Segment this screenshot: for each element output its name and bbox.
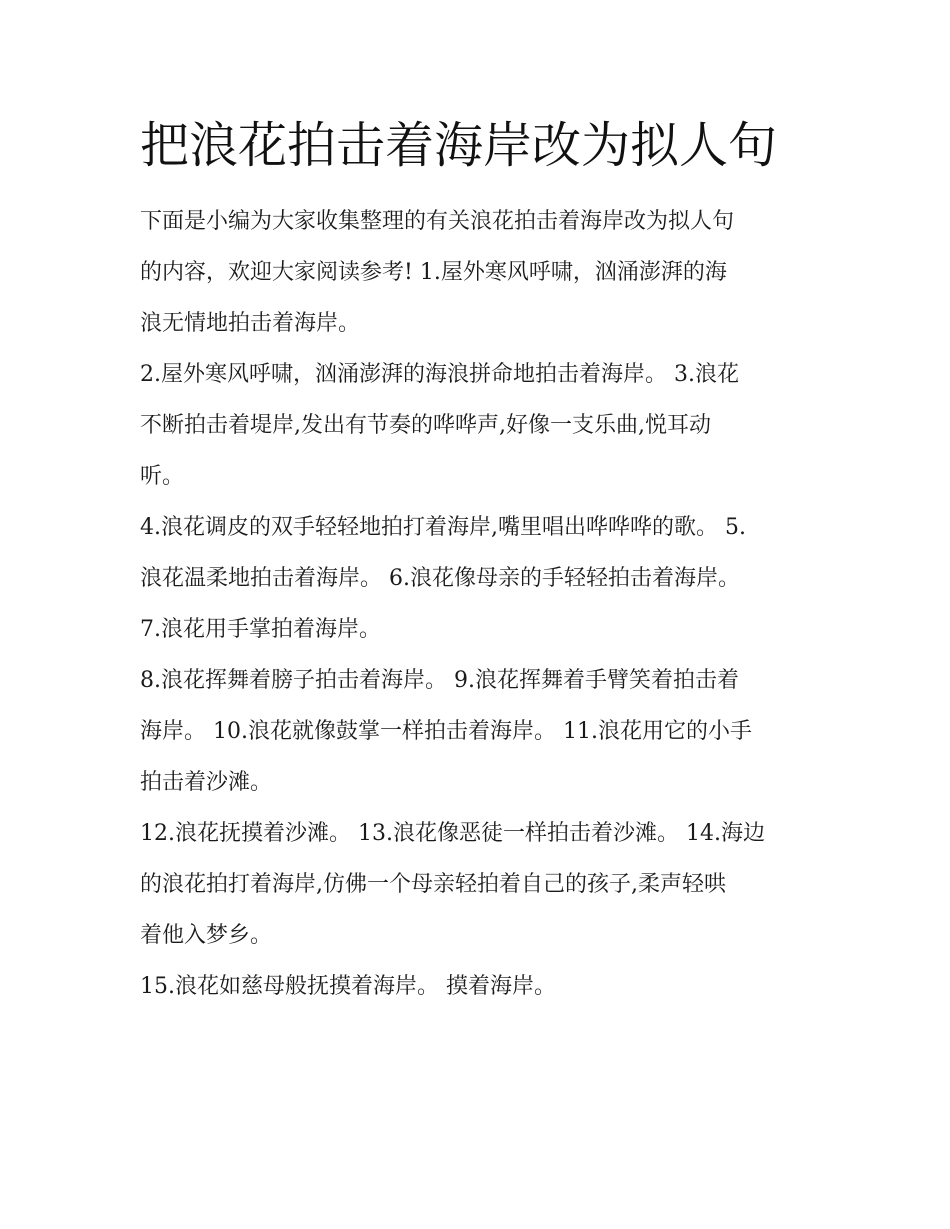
page-title: 把浪花拍击着海岸改为拟人句 xyxy=(140,117,778,174)
text-line: 浪无情地拍击着海岸。 xyxy=(140,311,361,336)
text-line: 的浪花拍打着海岸,仿佛一个母亲轻拍着自己的孩子,柔声轻哄 xyxy=(140,872,726,897)
text-line: 7.浪花用手掌拍着海岸。 xyxy=(140,617,381,642)
text-line: 着他入梦乡。 xyxy=(140,923,273,948)
text-line: 拍击着沙滩。 xyxy=(140,770,273,795)
text-line: 听。 xyxy=(140,464,185,489)
text-line: 不断拍击着堤岸,发出有节奏的哗哗声,好像一支乐曲,悦耳动 xyxy=(140,413,711,438)
document-body xyxy=(140,196,812,1012)
paragraph-5 xyxy=(140,808,812,961)
text-line: 15.浪花如慈母般抚摸着海岸。 摸着海岸。 xyxy=(140,974,556,999)
paragraph-2 xyxy=(140,349,812,502)
text-line: 的内容，欢迎大家阅读参考! 1.屋外寒风呼啸，汹涌澎湃的海 xyxy=(140,260,727,285)
text-line: 下面是小编为大家收集整理的有关浪花拍击着海岸改为拟人句 xyxy=(140,209,735,234)
text-line: 8.浪花挥舞着膀子拍击着海岸。 9.浪花挥舞着手臂笑着拍击着 xyxy=(140,668,739,693)
text-line: 浪花温柔地拍击着海岸。 6.浪花像母亲的手轻轻拍击着海岸。 xyxy=(140,566,740,591)
paragraph-1 xyxy=(140,196,812,349)
paragraph-4 xyxy=(140,655,812,808)
paragraph-6 xyxy=(140,961,812,1012)
paragraph-3 xyxy=(140,502,812,655)
text-line: 4.浪花调皮的双手轻轻地拍打着海岸,嘴里唱出哗哗哗的歌。 5. xyxy=(140,515,746,540)
text-line: 2.屋外寒风呼啸，汹涌澎湃的海浪拼命地拍击着海岸。 3.浪花 xyxy=(140,362,739,387)
text-line: 海岸。 10.浪花就像鼓掌一样拍击着海岸。 11.浪花用它的小手 xyxy=(140,719,752,744)
text-line: 12.浪花抚摸着沙滩。 13.浪花像恶徒一样拍击着沙滩。 14.海边 xyxy=(140,821,765,846)
